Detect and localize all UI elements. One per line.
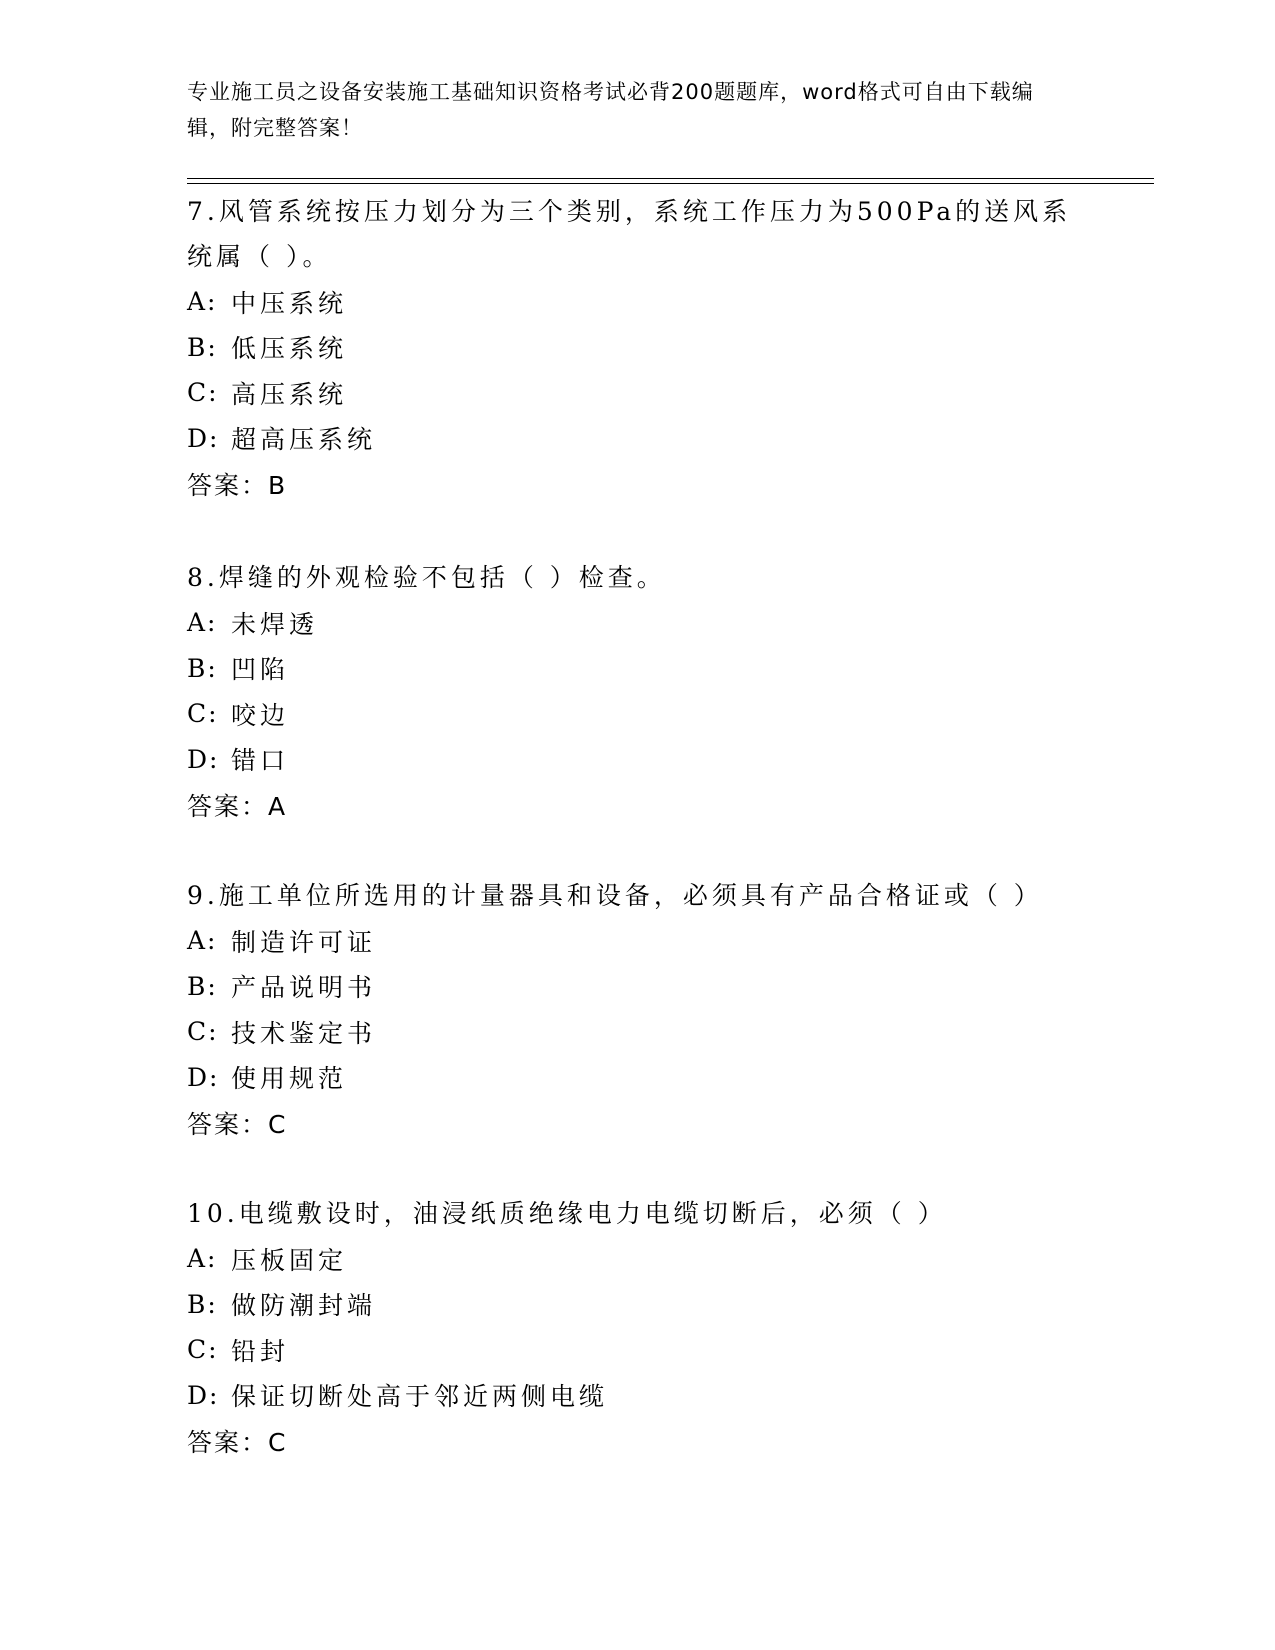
question-stem: 8.焊缝的外观检验不包括（ ）检查。 <box>187 563 666 592</box>
option-letter: D: <box>187 744 220 774</box>
question-stem: 9.施工单位所选用的计量器具和设备，必须具有产品合格证或（ ） <box>187 881 1043 910</box>
option-b <box>187 325 1087 371</box>
option-text: 超高压系统 <box>231 425 377 455</box>
option-text: 未焊透 <box>231 609 319 639</box>
option-c <box>187 370 1087 416</box>
option-letter: A: <box>187 1244 218 1274</box>
option-text: 技术鉴定书 <box>231 1018 377 1048</box>
answer-line: 答案：C <box>187 1109 288 1139</box>
option-a <box>187 279 1087 325</box>
option-a <box>187 1236 1087 1282</box>
header-divider-top <box>187 178 1154 179</box>
option-letter: B: <box>187 653 218 683</box>
question-8 <box>187 555 1087 827</box>
option-d <box>187 416 1087 462</box>
option-text: 压板固定 <box>231 1245 348 1275</box>
option-text: 错口 <box>231 746 290 776</box>
option-letter: A: <box>187 608 218 638</box>
option-letter: B: <box>187 332 218 362</box>
option-a <box>187 918 1087 964</box>
option-text: 中压系统 <box>231 288 348 318</box>
option-d <box>187 1055 1087 1101</box>
option-text: 做防潮封端 <box>231 1291 377 1321</box>
option-c <box>187 1327 1087 1373</box>
option-letter: C: <box>187 699 219 729</box>
option-text: 咬边 <box>231 700 290 730</box>
question-stem: 7.风管系统按压力划分为三个类别，系统工作压力为500Pa的送风系统属（ ）。 <box>187 197 1072 271</box>
question-10 <box>187 1191 1087 1463</box>
option-text: 铅封 <box>231 1336 290 1366</box>
option-c <box>187 1009 1087 1055</box>
question-stem: 10.电缆敷设时，油浸纸质绝缘电力电缆切断后，必须（ ） <box>187 1199 947 1228</box>
option-text: 高压系统 <box>231 379 348 409</box>
option-letter: A: <box>187 926 218 956</box>
option-letter: A: <box>187 287 218 317</box>
option-a <box>187 600 1087 646</box>
question-7 <box>187 189 1087 506</box>
option-text: 产品说明书 <box>231 973 377 1003</box>
option-letter: C: <box>187 1335 219 1365</box>
option-d <box>187 737 1087 783</box>
option-text: 保证切断处高于邻近两侧电缆 <box>231 1382 609 1412</box>
option-letter: C: <box>187 378 219 408</box>
header-divider-bottom <box>187 183 1154 184</box>
option-letter: B: <box>187 971 218 1001</box>
option-d <box>187 1373 1087 1419</box>
option-letter: D: <box>187 423 220 453</box>
option-letter: D: <box>187 1380 220 1410</box>
option-b <box>187 1282 1087 1328</box>
option-letter: C: <box>187 1017 219 1047</box>
option-b <box>187 646 1087 692</box>
option-text: 制造许可证 <box>231 927 377 957</box>
question-9 <box>187 873 1087 1145</box>
option-text: 低压系统 <box>231 334 348 364</box>
option-c <box>187 691 1087 737</box>
answer-line: 答案：B <box>187 470 288 500</box>
option-text: 使用规范 <box>231 1064 348 1094</box>
option-letter: B: <box>187 1289 218 1319</box>
option-letter: D: <box>187 1062 220 1092</box>
option-b <box>187 964 1087 1010</box>
answer-line: 答案：A <box>187 791 288 821</box>
option-text: 凹陷 <box>231 655 290 685</box>
answer-line: 答案：C <box>187 1427 288 1457</box>
document-header: 专业施工员之设备安装施工基础知识资格考试必背200题题库，word格式可自由下载编辑，附完整答案！ <box>187 80 1034 140</box>
